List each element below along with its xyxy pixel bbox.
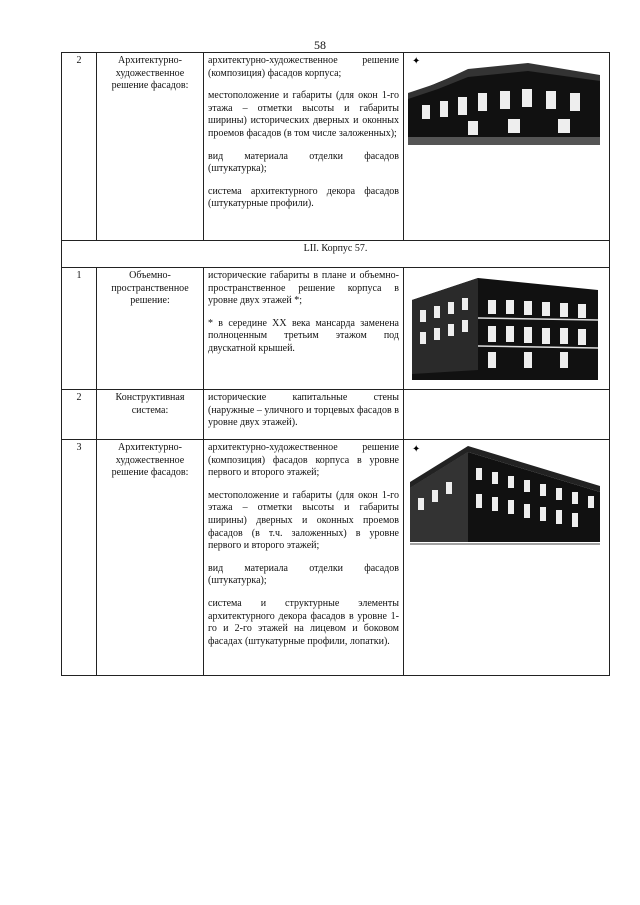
table-row bbox=[62, 268, 610, 390]
description-item: местоположение и габариты (для окон 1-го этажа – отметки высоты и габариты ширины) дверных и оконных проемов фасадов (в т.ч. заложенных) в уровне первого и второго этажей; bbox=[208, 489, 399, 552]
row-description bbox=[204, 53, 404, 241]
description-item: исторические габариты в плане и объемно-пространственное решение корпуса в уровне двух этажей *; bbox=[208, 270, 399, 307]
description-item: система архитектурного декора фасадов (штукатурные профили). bbox=[208, 185, 399, 210]
description-item: местоположение и габариты (для окон 1-го этажа – отметки высоты и габариты ширины) исторических дверных и оконных проемов фасадов (в том числе заложенных); bbox=[208, 90, 399, 139]
description-item: исторические капитальные стены (наружные – уличного и торцевых фасадов в уровне двух этажей). bbox=[208, 392, 399, 429]
row-number: 3 bbox=[62, 440, 97, 676]
section-title: LII. Корпус 57. bbox=[62, 241, 610, 268]
table-row bbox=[62, 440, 610, 676]
building-photo bbox=[408, 270, 598, 380]
row-number: 2 bbox=[62, 53, 97, 241]
building-photo bbox=[408, 442, 600, 562]
description-item: вид материала отделки фасадов (штукатурка); bbox=[208, 150, 399, 175]
row-subject: Объемно-пространственное решение: bbox=[97, 268, 204, 390]
table-row bbox=[62, 53, 610, 241]
description-item: вид материала отделки фасадов (штукатурка); bbox=[208, 562, 399, 587]
description-item: архитектурно-художественное решение (композиция) фасадов корпуса; bbox=[208, 55, 399, 79]
row-number: 2 bbox=[62, 390, 97, 440]
row-description bbox=[204, 268, 404, 390]
building-photo bbox=[408, 55, 600, 145]
row-subject: Архитектурно-художественное решение фасадов: bbox=[97, 440, 204, 676]
row-photo-cell bbox=[404, 53, 610, 241]
description-item: * в середине XX века мансарда заменена полноценным третьим этажом под двускатной крышей. bbox=[208, 317, 399, 354]
description-item: система и структурные элементы архитектурного декора фасадов в уровне 1-го и 2-го этажей на лицевом и боковом фасадах (штукатурные профили, лопатки). bbox=[208, 597, 399, 647]
row-description bbox=[204, 440, 404, 676]
row-description bbox=[204, 390, 404, 440]
monument-elements-table bbox=[61, 52, 610, 676]
row-number: 1 bbox=[62, 268, 97, 390]
table-row bbox=[62, 390, 610, 440]
svg-text:✦: ✦ bbox=[412, 444, 421, 455]
row-photo-cell bbox=[404, 440, 610, 676]
row-photo-cell bbox=[404, 268, 610, 390]
svg-text:✦: ✦ bbox=[412, 56, 421, 67]
row-photo-cell bbox=[404, 390, 610, 440]
page-number: 58 bbox=[314, 38, 326, 52]
table-row bbox=[62, 241, 610, 268]
row-subject: Конструктивная система: bbox=[97, 390, 204, 440]
row-subject: Архитектурно-художественное решение фасадов: bbox=[97, 53, 204, 241]
description-item: архитектурно-художественное решение (композиция) фасадов корпуса в уровне первого и второго этажей; bbox=[208, 442, 399, 479]
